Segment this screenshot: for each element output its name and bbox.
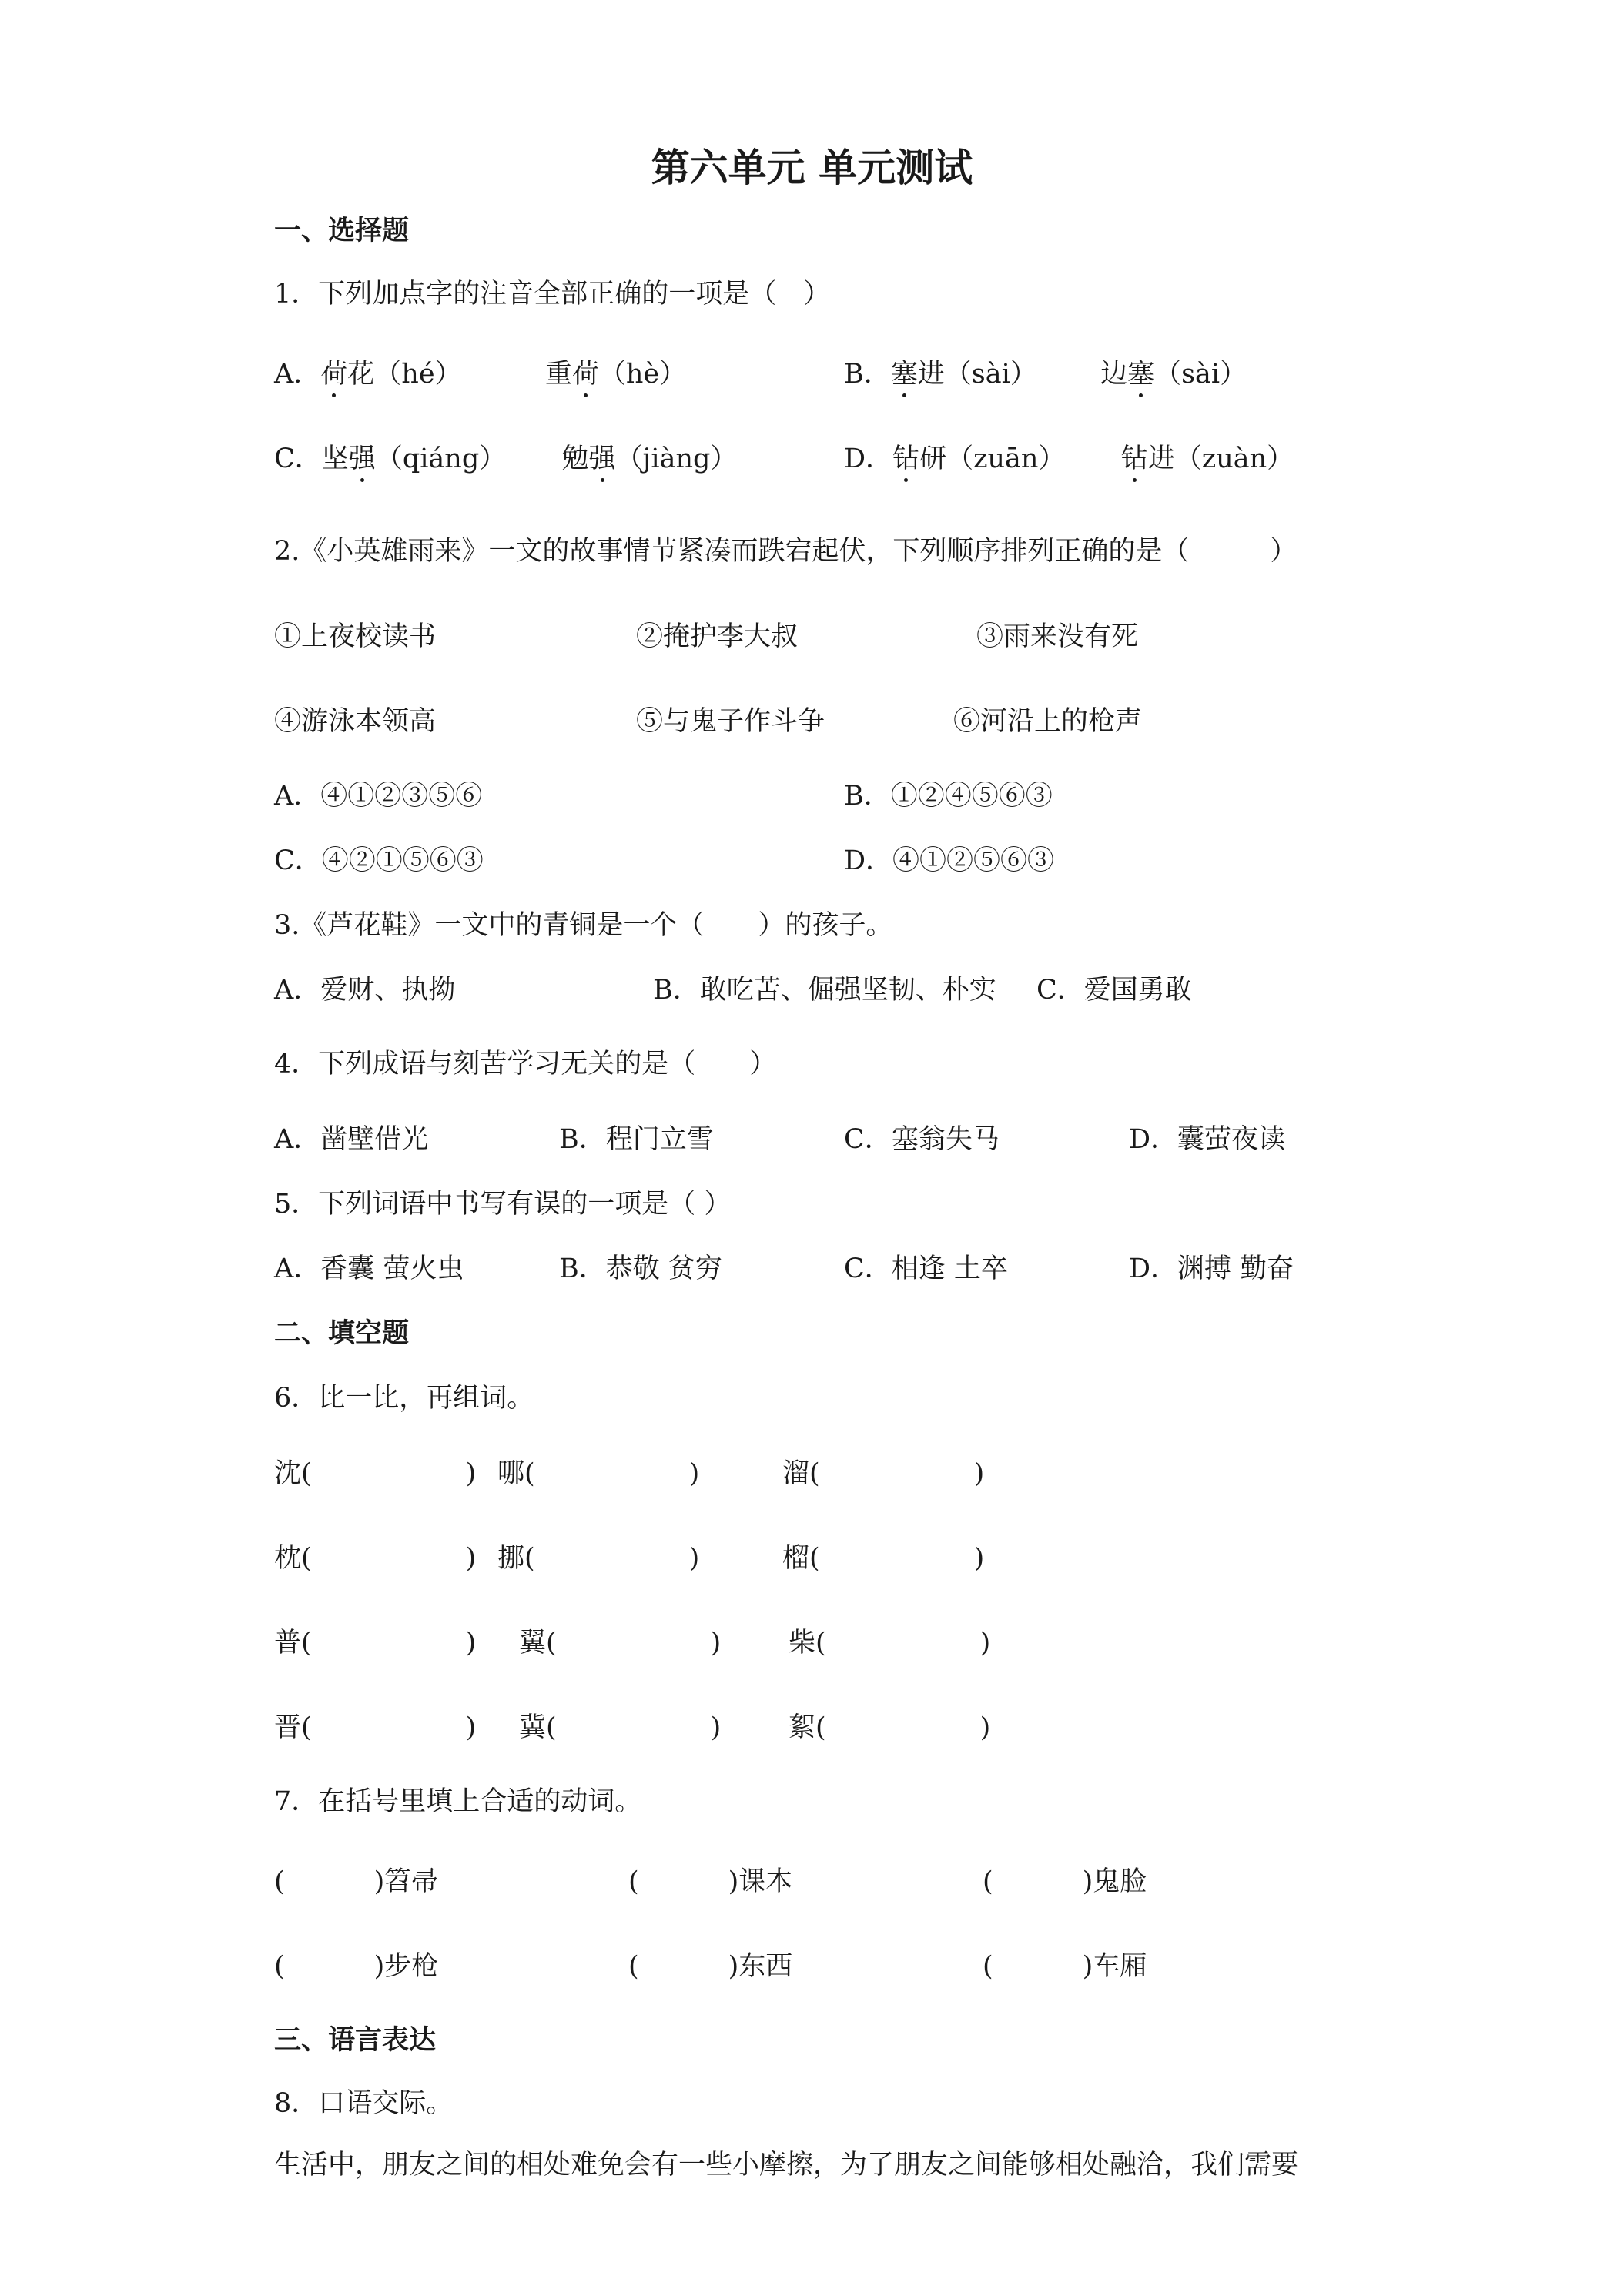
question-4-stem: 4．下列成语与刻苦学习无关的是（ ） [274, 1049, 777, 1079]
question-2-events-row-2 [274, 703, 1429, 740]
question-7-row [274, 1863, 1429, 1900]
dotted-char: 钻 [892, 440, 919, 477]
dotted-char: 荷 [572, 356, 599, 393]
option-a: A．④①②③⑤⑥ [274, 781, 483, 812]
word-blank[interactable]: 挪( ) [497, 1543, 700, 1574]
word-blank[interactable]: 晋( ) [274, 1712, 477, 1743]
question-2-options-row-1 [274, 778, 1429, 815]
question-6-row [274, 1455, 1044, 1492]
option-b: B．塞进（sài） 边塞（sài） [844, 356, 1247, 393]
word-blank[interactable]: 柴( ) [789, 1628, 991, 1658]
word-blank[interactable]: 絮( ) [789, 1712, 991, 1743]
word-blank[interactable]: 普( ) [274, 1628, 477, 1658]
option-a: A．荷花（hé） 重荷（hè） [274, 356, 686, 393]
option-a: A．凿壁借光 [274, 1124, 429, 1155]
option-d: D．钻研（zuān） 钻进（zuàn） [844, 440, 1294, 477]
dotted-char: 强 [589, 440, 616, 477]
verb-blank[interactable]: ( )课本 [628, 1866, 793, 1897]
question-8-text: 生活中，朋友之间的相处难免会有一些小摩擦，为了朋友之间能够相处融洽，我们需要 [274, 2150, 1299, 2181]
question-8-stem: 8．口语交际。 [274, 2088, 454, 2119]
option-b: B．敢吃苦、倔强坚韧、朴实 [653, 975, 996, 1006]
question-4-options [274, 1121, 1429, 1158]
option-d: D．渊搏 勤奋 [1129, 1253, 1294, 1284]
question-6-stem: 6．比一比，再组词。 [274, 1383, 534, 1414]
question-2-events-row-1 [274, 618, 1429, 655]
question-1-stem: 1．下列加点字的注音全部正确的一项是（ ） [274, 279, 831, 310]
dotted-char: 荷 [320, 356, 347, 393]
section-heading-choice: 一、选择题 [274, 215, 410, 246]
option-c: C．爱国勇敢 [1036, 975, 1192, 1006]
option-c: C．④②①⑤⑥③ [274, 845, 484, 876]
option-d: D．囊萤夜读 [1129, 1124, 1286, 1155]
question-1-row-cd [274, 440, 1429, 477]
word-blank[interactable]: 冀( ) [519, 1712, 722, 1743]
word-blank[interactable]: 沈( ) [274, 1458, 477, 1489]
page-title: 第六单元 单元测试 [651, 145, 973, 190]
option-b: B．恭敬 贫穷 [559, 1253, 722, 1284]
section-heading-fill: 二、填空题 [274, 1317, 410, 1349]
question-6-row [274, 1625, 1044, 1662]
word-blank[interactable]: 榴( ) [782, 1543, 985, 1574]
word-blank[interactable]: 哪( ) [497, 1458, 700, 1489]
word-blank[interactable]: 枕( ) [274, 1543, 477, 1574]
event-item: ②掩护李大叔 [636, 621, 799, 652]
option-b: B．①②④⑤⑥③ [844, 781, 1053, 812]
word-blank[interactable]: 翼( ) [519, 1628, 722, 1658]
dotted-char: 塞 [891, 356, 918, 393]
dotted-char: 强 [349, 440, 376, 477]
section-heading-expression: 三、语言表达 [274, 2024, 437, 2056]
question-2-options-row-2 [274, 842, 1429, 879]
question-6-row [274, 1540, 1044, 1577]
event-item: ①上夜校读书 [274, 621, 437, 652]
verb-blank[interactable]: ( )车厢 [983, 1951, 1147, 1982]
question-5-stem: 5．下列词语中书写有误的一项是（ ） [274, 1189, 732, 1220]
option-a: A．香囊 萤火虫 [274, 1253, 464, 1284]
option-a: A．爱财、执拗 [274, 975, 456, 1006]
verb-blank[interactable]: ( )笤帚 [274, 1866, 439, 1897]
event-item: ③雨来没有死 [976, 621, 1139, 652]
option-d: D．④①②⑤⑥③ [844, 845, 1055, 876]
option-c: C．坚强（qiáng） 勉强（jiàng） [274, 440, 737, 477]
question-6-row [274, 1709, 1044, 1746]
dotted-char: 塞 [1127, 356, 1154, 393]
event-item: ④游泳本领高 [274, 706, 437, 737]
question-2-stem: 2.《小英雄雨来》一文的故事情节紧凑而跌宕起伏，下列顺序排列正确的是（ ） [274, 536, 1298, 567]
question-7-row [274, 1948, 1429, 1985]
question-3-options [274, 972, 1429, 1009]
dotted-char: 钻 [1121, 440, 1148, 477]
option-c: C．相逢 土卒 [844, 1253, 1008, 1284]
question-5-options [274, 1250, 1429, 1287]
event-item: ⑤与鬼子作斗争 [636, 706, 825, 737]
event-item: ⑥河沿上的枪声 [953, 706, 1143, 737]
question-7-stem: 7．在括号里填上合适的动词。 [274, 1786, 642, 1817]
verb-blank[interactable]: ( )鬼脸 [983, 1866, 1147, 1897]
word-blank[interactable]: 溜( ) [782, 1458, 985, 1489]
verb-blank[interactable]: ( )东西 [628, 1951, 793, 1982]
verb-blank[interactable]: ( )步枪 [274, 1951, 439, 1982]
option-b: B．程门立雪 [559, 1124, 714, 1155]
question-1-row-ab [274, 356, 1429, 393]
option-c: C．塞翁失马 [844, 1124, 1000, 1155]
question-3-stem: 3.《芦花鞋》一文中的青铜是一个（ ）的孩子。 [274, 910, 893, 941]
